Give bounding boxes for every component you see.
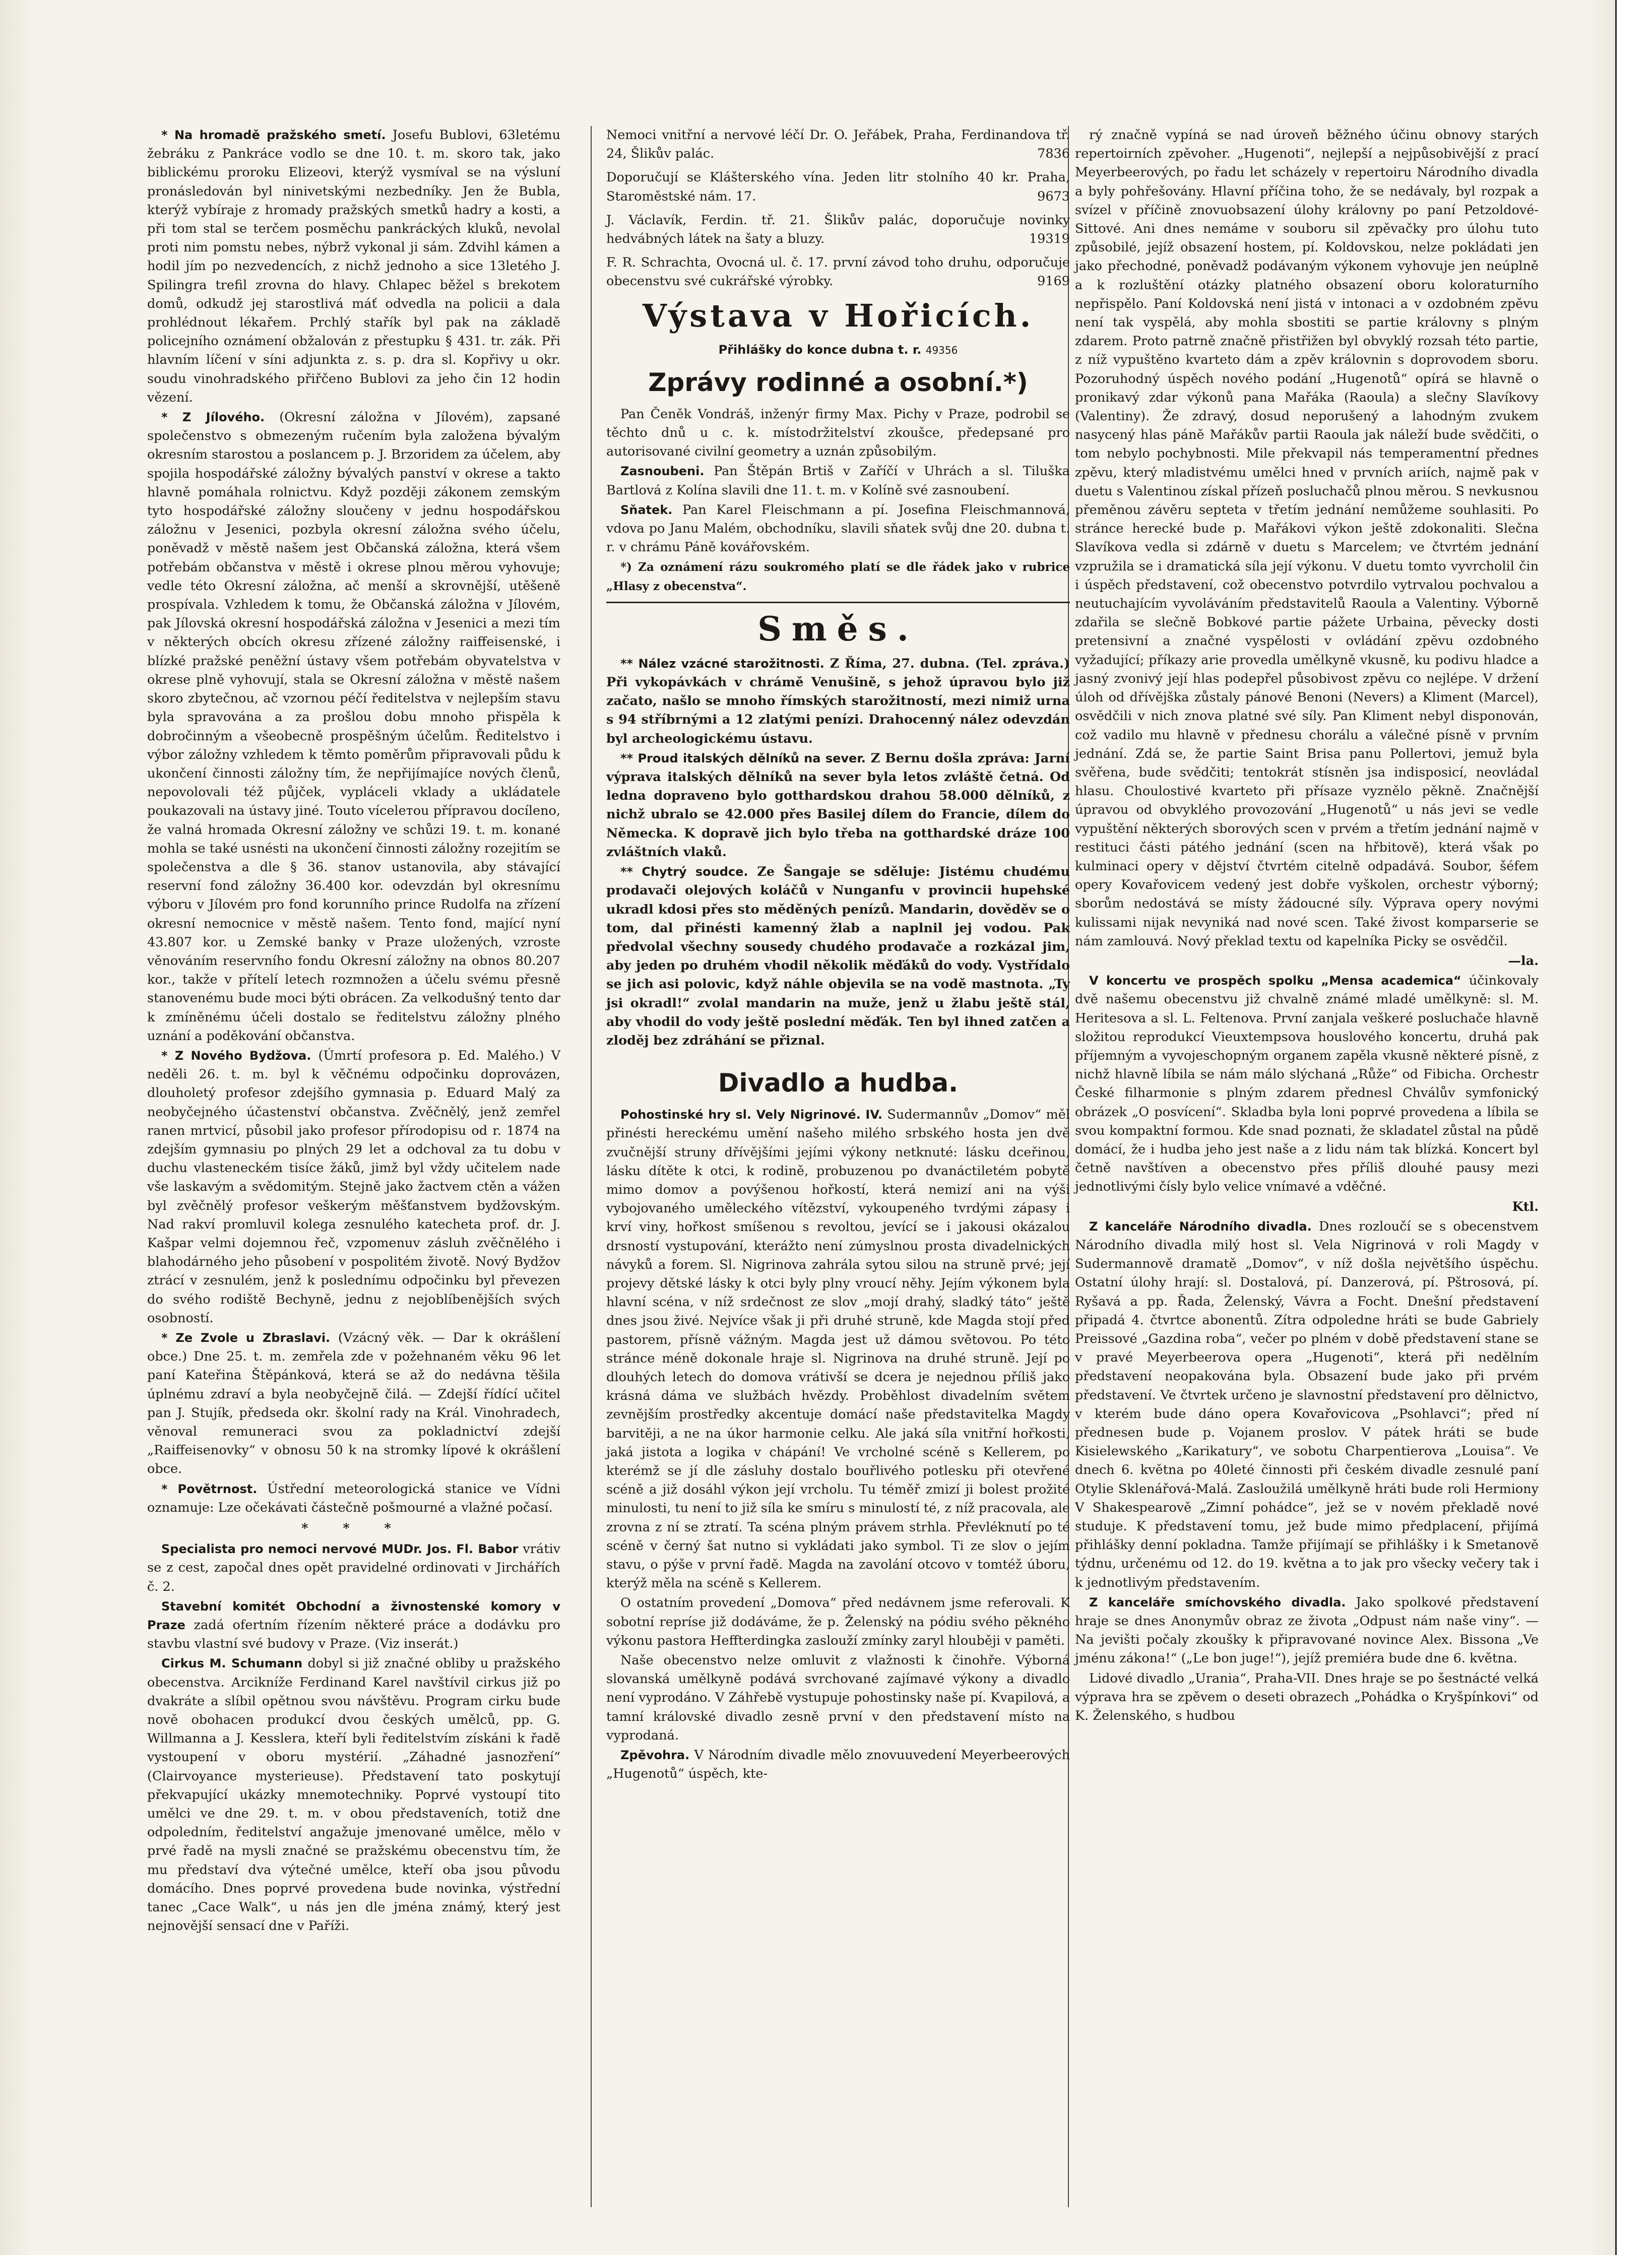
misc-item-heading: ** Chytrý soudce. <box>620 865 748 879</box>
review-item-body: Lidové divadlo „Urania“, Praha-VII. Dnes hraje se po šestnácté velká výprava hra se zpěvem o deseti obrazech „Pohádka o Kryšpínkovi“ od K. Želenského, s hudbou <box>1075 1670 1539 1724</box>
misc-item <box>606 749 1070 862</box>
misc-item-body: Ze Šangaje se sděluje: Jistému chudému prodavači olejových koláčů v Nunganfu v provincii hupehské ukradl kdosi přes sto měděných penízů. Mandarin, dověděv se o tom, dal přinésti kamenný žlab a naplnil jej vodou. Pak předvolal všechny sousedy chudého prodavače a rozkázal jim, aby jeden po druhém vhodil několik měďáků do vody. Vystřídalo se jich asi polovic, když náhle objevila se na vodě mastnota. „Ty jsi okradl!“ zvolal mandarin na muže, jenž u žlabu ještě stál, aby vhodil do vody ještě poslední měďák. Ten byl ihned zatčen a zloděj bez zdráhání se přiznal. <box>606 864 1070 1048</box>
family-item <box>606 405 1070 462</box>
news-item-body: Josefu Bublovi, 63letému žebráku z Pankráce vodlo se dne 10. t. m. skoro tak, jako biblickému proroku Elizeovi, kterýž vysmíval se na výsluní pronásledován byl ninivetskými nezbedníky. Jen že Bubla, kterýž vybíraje z hromady pražských smetků hadry a kosti, a při tom stal se terčem posměchu pankráckých kluků, nevolal proti nim pomstu nebes, nýbrž vykonal ji sám. Zdvihl kámen a hodil jím po nezvedencích, z nichž jednoho a sice 13letého J. Spilingra trefil zrovna do hlavy. Chlapec běžel s brekotem domů, odkudž jej starostlivá máť odvedla na policii a dala prohlédnout lékařem. Prchlý stařík byl pak na základě policejního oznámení obžalován z přestupku § 431. tr. zák. Při hlavním líčení v síni adjunkta z. s. p. dra sl. Kopřivy u okr. soudu vinohradského přiřčeno Bublovi za jeho čin 12 hodin vězení. <box>147 127 561 405</box>
review-item-body: Dnes rozloučí se s obecenstvem Národního divadla milý host sl. Vela Nigrinová v roli Magdy v Sudermannově dramatě „Domov“, v níž došla největšího úspěchu. Ostatní úlohy hrají: sl. Dostalová, pí. Danzerová, pí. Pštrosová, pí. Ryšavá a pp. Řada, Želenský, Vávra a Focht. Dnešní představení připadá 4. čtvrtce abonentů. Zítra odpoledne hráti se bude Gabriely Preissové „Gazdina roba“, večer po plném v době představení stane se v pravé Meyerbeerova opera „Hugenoti“, která při nedělním představení neopakována byla. Obsazení bude jako při prvém představení. Ve čtvrtek určeno je slavnostní představení pro dělnictvo, v kterém bude dáno opera Kovařovicova „Psohlavci“; před ní přednesen bude p. Vojanem proslov. V pátek hráti se bude Kisielewského „Karikatury“, ve sobotu Charpentierova „Louisa“. Ve dnech 6. května po 40leté činnosti při českém divadle zesnulé paní Otylie Sklenářová-Malá. Zasloužilá umělkyně hráti bude roli Hermiony V Shakespearově „Zimní pohádce“, jež se v novém překladě nové studuje. K představení tomu, jež bude mimo předplacení, přijímá přihlášky denní pokladna. Tamže přijímají se přihlášky i k Smetanově týdnu, určenému od 12. do 19. května a to jak pro všecky večery tak i k jednotlivým představením. <box>1075 1218 1539 1590</box>
family-news <box>606 405 1070 557</box>
exhibition-subtitle: Přihlášky do konce dubna t. r. 49356 <box>718 342 958 357</box>
review-item-heading: V koncertu ve prospěch spolku „Mensa academica“ <box>1089 974 1462 988</box>
review-item <box>1075 1217 1539 1592</box>
separator-stars: * * * <box>301 1521 406 1536</box>
theatre-item-heading: Pohostinské hry sl. Vely Nigrinové. IV. <box>620 1108 882 1122</box>
notice-item-body: dobyl si již značné obliby u pražského obecenstva. Arcikníže Ferdinand Karel navštívil cirkus již po dvakráte a slíbil opětnou svou návštěvu. Program cirku bude nově obohacen produkcí dvou českých umělců, pp. G. Willmanna a J. Kesslera, kteří byli ředitelstvím získáni k řadě vystoupení v oboru mystérií. „Záhadné jasnozření“ (Clairvoyance mysterieuse). Představení tato poskytují překvapující ukázky mnemotechniky. Poprvé vystoupí tito umělci ve dne 29. t. m. v obou představeních, totiž dne odpoledním, ředitelství angažuje jmenované umělce, mělo v prvé řadě na mysli značné se pražskému obecenstvu tím, že mu představí dva výtečné umělce, kteří oba jsou původu domácího. Dnes poprvé provedena bude novinka, výstřední tanec „Cace Walk“, u nás jen dle jména známý, který jest nejnovější sensací dne v Paříži. <box>147 1656 561 1934</box>
misc-item <box>606 863 1070 1050</box>
notice-item-heading: Specialista pro nemoci nervové MUDr. Jos. Fl. Babor <box>161 1542 519 1557</box>
theatre-news <box>606 1106 1070 1783</box>
family-item-body: Pan Čeněk Vondráš, inženýr firmy Max. Pichy v Praze, podrobil se těchto dnů u c. k. místodržitelství zkoušce, předepsané pro autorisované civilní geometry a uznán způsobilým. <box>606 406 1070 460</box>
ad-item <box>606 211 1070 248</box>
notices <box>147 1540 560 1936</box>
review-item <box>1075 126 1539 951</box>
exhibition-title: Výstava v Hořicích. <box>642 297 1034 334</box>
theatre-item-body: Naše obecenstvo nelze omluvit z vlažnosti k činohře. Výborná slovanská umělkyně podává svrchované zajímavé výkony a divadlo není vyprodáno. V Záhřebě vystupuje pohostinsky naše pí. Kvapilová, a tamní královské divadlo zesně první v den představení místo na vyprodaná. <box>606 1653 1070 1743</box>
notice-item <box>147 1654 560 1936</box>
misc-item-heading: ** Proud italských dělníků na sever. <box>620 751 866 765</box>
news-item <box>147 126 560 407</box>
theatre-item <box>606 1746 1070 1783</box>
news-item-body: Ústřední meteorologická stanice ve Vídni oznamuje: Lze očekávati částečně pošmourné a vlažné počasí. <box>147 1481 560 1515</box>
column-divider-1 <box>591 126 592 2207</box>
family-footnote: *) Za oznámení rázu soukromého platí se dle řádek jako v rubrice „Hlasy z obecenstva“. <box>606 560 1070 593</box>
misc-item-heading: ** Nález vzácné starožitnosti. <box>620 656 824 671</box>
ad-number: 19319 <box>1029 231 1070 247</box>
review-item-body: Jako spolkové představení hraje se dnes Anonymův obraz ze života „Odpust nám naše viny“. — Na jevišti počaly zkoušky k připravované novince Alex. Bissona „Ve jménu zákona!“ („Le bon juge!“), jejíž premiéra bude dne 6. května. <box>1075 1594 1539 1666</box>
column-3 <box>1075 126 1539 1726</box>
ad-number: 7836 <box>1037 146 1070 162</box>
misc-item <box>606 655 1070 748</box>
news-item-heading: * Ze Zvole u Zbraslavi. <box>161 1331 331 1345</box>
review-item-body: účinkovaly dvě našemu obecenstvu již chvalně známé mladé umělkyně: sl. M. Heritesova a sl. L. Feltenova. První zanjala veškeré posluchače hlavně složitou reprodukcí Vieuxtempsova houslového koncertu, druhá pak příjemným a vyvojeschopným organem zapěla vkusně některé písně, z nichž hlavně líbila se nám málo slýchaná „Růže“ od Fibicha. Orchestr České filharmonie s plným zdarem přednesl Chválův symfonický obrázek „O posvícení“. Skladba byla loni poprvé provedena a líbila se svou kompaktní formou. Kde snad poznati, že skladatel zůstal na půdě domácí, že i hudba jeho jest naše a z lidu nám tak blízká. Koncert byl četně navštíven a obecenstvo přes příliš dlouhé pausy mezi jednotlivými čísly bylo velice vnímavé a vděčné. <box>1075 973 1539 1195</box>
notice-item <box>147 1540 560 1596</box>
family-item <box>606 501 1070 557</box>
divider <box>606 602 1070 603</box>
ad-text: Doporučují se Klášterského vína. Jeden litr stolního 40 kr. Praha, Staroměstské nám. 17. <box>606 170 1070 204</box>
ad-item <box>606 168 1070 206</box>
review-item-heading: Z kanceláře smíchovského divadla. <box>1089 1595 1346 1609</box>
ad-item <box>606 126 1070 163</box>
news-item <box>147 1047 560 1328</box>
ad-number: 9673 <box>1037 188 1070 204</box>
news-item-body: (Vzácný věk. — Dar k okrášlení obce.) Dne 25. t. m. zemřela zde v požehnaném věku 96 let paní Kateřina Štěpánková, která se až do nedávna těšila úplnému zdraví a byla neobyčejně čilá. — Zdejší řídící učitel pan J. Stujík, předseda okr. školní rady na Král. Vinohradech, věnoval remuneraci svou za pokladnictví zdejší „Raiffeisenovky“ v obnosu 50 k na stromky lípové k okrášlení obce. <box>147 1330 561 1477</box>
local-news <box>147 126 560 1517</box>
family-item-heading: Sňatek. <box>620 502 673 517</box>
ad-item <box>606 253 1070 291</box>
theatre-item-body: V Národním divadle mělo znovuuvedení Meyerbeerových „Hugenotů“ úspěch, kte- <box>606 1748 1070 1782</box>
review-item <box>1075 1669 1539 1726</box>
news-item <box>147 408 560 1046</box>
column-2 <box>606 126 1070 1784</box>
family-item-body: Pan Štěpán Brtiš v Zaříčí v Uhrách a sl. Tiluška Bartlová z Kolína slavili dne 11. t. m. v Kolíně své zasnoubení. <box>606 464 1070 498</box>
theatre-item <box>606 1651 1070 1745</box>
family-item-heading: Zasnoubeni. <box>620 464 705 479</box>
family-item <box>606 462 1070 499</box>
news-item-heading: * Z Nového Bydžova. <box>161 1048 311 1063</box>
news-item <box>147 1480 560 1517</box>
misc-news <box>606 655 1070 1050</box>
theatre-title: Divadlo a hudba. <box>718 1068 959 1098</box>
misc-title: Směs. <box>757 609 919 649</box>
small-ads <box>606 126 1070 291</box>
news-item-heading: * Na hromadě pražského smetí. <box>161 128 386 142</box>
theatre-continued <box>1075 126 1539 1725</box>
ad-text: Nemoci vnitřní a nervové léčí Dr. O. Jeřábek, Praha, Ferdinandova tř. 24, Šlikův palác. <box>606 127 1070 162</box>
review-item <box>1075 1198 1539 1216</box>
review-item <box>1075 972 1539 1196</box>
review-item-body: rý značně vypíná se nad úroveň běžného účinu obnovy starých repertoirních zpěvoher. „Hugenoti“, nejlepší a nejpůsobivější z prací Meyerbeerových, po řadu let scházely v repertoiru Národního divadla a byly pohřešovány. Hlavní příčina toho, že se nedávaly, byl rozpak a svízel v příčině znovuobsazení úlohy královny po paní Petzoldové-Sittové. Ani dnes nemáme v souboru sil zpěvačky pro úlohu tuto způsobilé, jejíž obsazení hostem, pí. Koldovskou, nelze pokládati jen jako přechodné, poněvadž podávaným výkonem vyhovuje jen neúplně a k rozluštění otázky platného obsazení oboru koloraturního nepřispělo. Paní Koldovská není jistá v intonaci a v ozdobném zpěvu není tak vyspělá, aby mohla sbostiti se partie královny s plným zdarem. Proto patrně značně přistřižen byl obvyklý rozsah této partie, z níž vypuštěno kvarteto dám a zpěv královnin s doprovodem sboru. Pozoruhodný úspěch nového podání „Hugenotů“ opírá se hlavně o pronikavý zdar výkonů pana Mařáka (Raoula) a slečny Slavíkovy (Valentiny). Že zdravý, dosud neporušený a lahodným zvukem nasycený hlas páně Mařákův partii Raoula jak náleží bude svědčiti, o tom nebylo pochybnosti. Mile překvapil nás temperamentní přednes zpěvu, který mladistvému umělci hned v prvních ariích, najmě pak v duetu s Valentinou získal přízeň posluchačů plnou měrou. S nevkusnou přeměnou závěru septeta v třetím jednání nemůžeme souhlasiti. Po stránce herecké bude p. Mařákovi výkon ještě zdokonaliti. Slečna Slavíkova vedla si zdárně v duetu s Marcelem; ve čtvrtém jednání vzpružila se i dramatická síla její výkonu. V duetu tomto vyvrcholil čin i úspěch představení, což obecenstvo potvrdilo vytrvalou pochvalou a neutuchajícím vyvoláváním představitelů Raoula a Valentiny. Výborně zdařila se slečně Bobkové partie pážete Urbaina, pěvecky dosti pretensivní a značné vyspělosti v ovládání zpěvu ozdobného vyžadující; příkazy arie provedla umělkyně vkusně, ku podivu hladce a jasný zvonivý její hlas podepřel působivost zpěvu co nejlépe. V držení úloh od dřívějška zůstaly pánové Benoni (Nevers) a Kliment (Marcel), osvědčili v nich znova platné své síly. Pan Kliment nebyl disponován, což vadilo mu hlavně v přednesu chorálu a válečné písně v prvním jednání. Zdá se, že partie Saint Brisa panu Pollertovi, jemuž byla svěřena, bude svědčiti; tentokrát stísněn jsa indisposicí, neovládal hlasu. Choulostivé kvarteto při přísaze vyznělo pěkně. Značnější úpravou od obvyklého provozování „Hugenotů“ u nás jevi se vedle vypuštění některých sborových scen v prvém a třetím jednání najmě v restituci části pátého jednání (scen na hřbitově), která však po kulminaci opery v dějství čtvrtém citelně odpadává. Soubor, šéfem opery Kovařovicem vedený jest dobře vyškolen, orchestr výborný; sborům nedostává se místy žádoucné síly. Výprava opery novými kulissami nijak nevyniká nad nové scen. Také živost komparserie se nám zamlouvá. Nový překlad textu od kapelníka Picky se osvědčil. <box>1075 127 1539 949</box>
theatre-item <box>606 1594 1070 1650</box>
notice-item-body: zadá ofertním řízením některé práce a dodávku pro stavbu vlastní své budovy v Praze. (Viz inserát.) <box>147 1618 561 1652</box>
notice-item-body: vrátiv se z cest, započal dnes opět pravidelné ordinovati v Jirchářích č. 2. <box>147 1541 561 1594</box>
theatre-item-body: O ostatním provedení „Domova“ před nedávnem jsme referovali. K sobotní repríse již dodáváme, že p. Želenský na pódiu svého pěkného výkonu pastora Heffterdingka zaslouží zmínky zaryl hlouběji v paměti. <box>606 1595 1070 1648</box>
notice-item <box>147 1597 560 1654</box>
news-item-heading: * Z Jílového. <box>161 410 265 425</box>
review-item-body: —la. <box>1508 953 1539 969</box>
next-page-edge <box>1615 0 1652 2255</box>
news-item <box>147 1329 560 1479</box>
review-item-body: Ktl. <box>1512 1199 1539 1214</box>
theatre-item <box>606 1106 1070 1593</box>
misc-item-body: Z Bernu došla zpráva: Jarní výprava italských dělníků na sever byla letos zvláště četná. Od ledna dopraveno bylo gotthardskou drahou 58.000 dělníků, z nichž ubralo se 42.000 přes Basilej dílem do Francie, dílem do Německa. K dopravě jich bylo třeba na gotthardské dráze 100 zvláštních vlaků. <box>606 750 1070 860</box>
news-item-body: (Okresní záložna v Jílovém), zapsané společenstvo s obmezeným ručením byla založena bývalým okresním starostou a poslancem p. J. Brzoridem za účelem, aby spojila hospodářské záložny bývalých panství v okrese a takto hlavně pomáhala rolnictvu. Když později zákonem zemským tyto hospodářské záložny sloučeny v jednu hospodářskou záložnu v Jesenici, pozbyla okresní záložna svého účelu, poněvadž v městě našem jest Občanská záložna, která všem potřebám občanstva v městě i okrese plnou měrou vyhovuje; vedle této Okresní záložna, ač menší a skrovnější, utěšeně prospívala. Vzhledem k tomu, že Občanská záložna v Jílovém, pak Jílovská okresní hospodářská záložna v Jesenici a mezi tím v některých obcích okresu zřízené záložny raiffeisenské, i blízké pražské peněžní ústavy všem potřebám obyvatelstva v okrese plně vyhovují, stala se Okresní záložna v městě našem skoro zbytečnou, ač vzornou péčí ředitelstva v nejlepším stavu byla spravována a za prošlou dobu mnoho přispěla k dobročinným a všeobecně prospěšným účelům. Ředitelstvo i výbor záložny vzhledem k těmto poměrům připravovali půdu k ukončení činnosti záložny tím, že nepřijímajíce nových členů, nepovolovali též půjček, vypláceli vklady a ukládatele poukazovali na ústavy jiné. Touto vícelетou přípravou docíleno, že valná hromada Okresní záložny ve schůzi 19. t. m. konané mohla se také usnésti na ukončení činnosti záložny rozejitím se společenstva a dle § 36. stanov ustanovila, aby stávající reservní fond záložny 36.400 kor. odevzdán byl okresnímu výboru v Jílovém pro fond korunního prince Rudolfa na zřízení okresní nemocnice v městě našem. Tento fond, mající nyní 43.807 kor. u Zemské banky v Praze uložených, vzroste věnováním reservního fondu Okresní záložny na obnos 80.207 kor., takže v přítelí letech rozmnožen a účelu svému přesně stanovenému bude moci býti obrácen. Za velkodušný tento dar k zmíněnému účeli dostalo se ředitelstvu záložny plného uznání a poděkování občanstva. <box>147 410 561 1044</box>
family-item-body: Pan Karel Fleischmann a pí. Josefina Fleischmannová, vdova po Janu Malém, obchodníku, slavili sňatek svůj dne 20. dubna t. r. v chrámu Páně kovářovském. <box>606 502 1070 555</box>
news-item-heading: * Povětrnost. <box>161 1481 258 1496</box>
notice-item-heading: Stavební komitét Obchodní a živnostenské komory v Praze <box>147 1599 560 1633</box>
column-1 <box>147 126 560 1937</box>
ad-text: F. R. Schrachta, Ovocná ul. č. 17. první závod toho druhu, odporučuje obecenstvu své cukrářské výrobky. <box>606 255 1070 289</box>
news-item-body: (Úmrtí profesora p. Ed. Malého.) V neděli 26. t. m. byl k věčnému odpočinku doprovázen, dlouholetý profesor zdejšího gymnasia p. Eduard Malý za neobyčejného účastenství občanstva. Zvěčnělý, jenž zemřel ranen mrtvicí, působil jako profesor přírodopisu od r. 1874 na zdejším gymnasiu po plných 29 let a odchoval za tu dobu v duchu vlasteneckém tisíce žáků, jimž byl vždy učitelem nade vše laskavým a svědomitým. Stejně jako žactvem ctěn a vážen byl zvěčnělý profesor veškerým měšťanstvem bydžovským. Nad rakví promluvil kolega zesnulého katecheta prof. dr. J. Kašpar velmi dojemnou řeč, vzpomenuv zásluh zvěčnělého i blahodárného jeho působení v pospolitém životě. Nový Bydžov ztrácí v zesnulém, jenž k poslednímu odpočinku byl převezen do svého rodiště Bechyně, jednu z nejoblíbenějších svých osobností. <box>147 1048 560 1326</box>
review-item-heading: Z kanceláře Národního divadla. <box>1089 1219 1312 1234</box>
family-news-title: Zprávy rodinné a osobní.*) <box>648 367 1028 397</box>
review-item <box>1075 952 1539 971</box>
review-item <box>1075 1593 1539 1668</box>
ad-text: J. Václavík, Ferdin. tř. 21. Šlikův palác, doporučuje novinky hedvábných látek na šaty a bluzy. <box>606 212 1070 247</box>
ad-number: 9169 <box>1037 274 1070 289</box>
theatre-item-body: Sudermannův „Domov“ měl přinésti hereckému umění našeho milého srbského hosta jen dvě zvučnější struny dřívějšími jejími výkony netknuté: lásku dceřinou, lásku dítěte k otci, k rodině, probuzenou po dvanáctiletém pobytě mimo domov a povýšenou hořkostí, která nemizí ani na výši vybojovaného uměleckého vítězství, vykoupeného tvrdými zápasy i krví viny, hořkost smíšenou s revoltou, jevící se i jakousi okázalou drsností vystupování, kterážto není zúmyslnou prostа divadelnických návyků a forem. Sl. Nigrinova zahrála sytou silou na struně prvé; její projevy dětské lásky k otci byly plny vroucí něhy. Jejím výkonem byla hlavní scéna, v níž srdečnost ze slov „mojí drahý, sladký táto“ ještě dnes jsou živé. Nejvíce však ji při druhé struně, kde Magda stojí před pastorem, přísně vážným. Magda jest už dámou světovou. Po této stránce méně dokonale hraje sl. Nigrinova na druhé struně. Její po dlouhých letech do domova vrátivší se dcera je nejednou příliš jako krásná dáma ve službách hvězdy. Proběhlost divadelním světem zevnějším prostředky akcentuje domácí naše představitelka Magdy barvitěji, a ne na úkor harmonie celku. Ale jaká síla vnitřní hořkosti, jaká jistota a logika v chápání! Ve vrcholné scéně s Kellerem, po kterémž se jí dle zásluhy dostalo bouřlivého potlesku při otevřené scéně a již dosáhl výkon její vrcholu. Tu téměř zmizí ji bolest prožité minulosti, tu není to již síla ke smíru s minulostí té, z níž pracovala, ale zrovna z ní se ztratí. Ta scéna plným právem strhla. Převléknutí po té scéně v černý šat nutno si vykládati jako symbol. Ti ze slov o jejím stavu, o pýše v první řadě. Magda na zavolání otcovo v tomtéž úboru, kterýž měla na scéně s Kellerem. <box>606 1107 1070 1591</box>
theatre-item-heading: Zpěvohra. <box>620 1748 690 1763</box>
misc-item-body: Z Říma, 27. dubna. (Tel. zpráva.) Při vykopávkách v chrámě Venušině, s jehož úpravou bylo již začato, našlo se mnoho římských starožitností, mezi nimiž urna s 94 stříbrnými a 12 zlatými penízi. Drahocenný nález odevzdán byl archeologickému ústavu. <box>606 656 1070 746</box>
notice-item-heading: Cirkus M. Schumann <box>161 1656 303 1671</box>
